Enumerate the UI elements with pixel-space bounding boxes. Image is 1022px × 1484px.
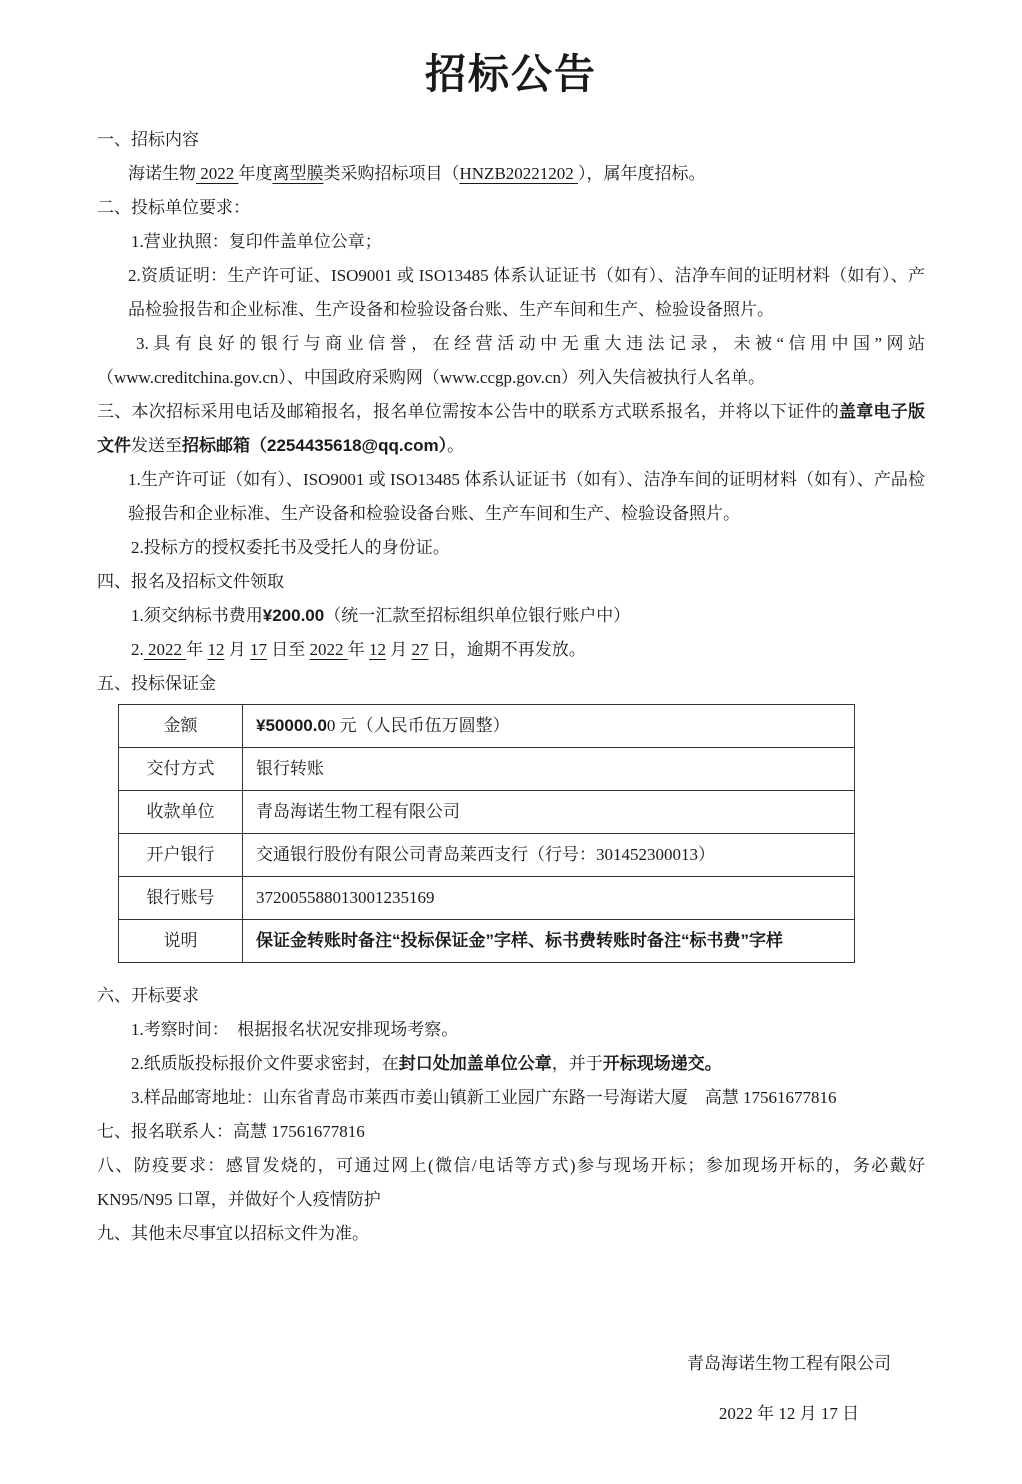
text-run: 2. (131, 640, 144, 660)
section-7-heading: 七、报名联系人：高慧 17561677816 (97, 1122, 365, 1142)
table-row-payment-method (119, 748, 855, 791)
text-run: 类采购招标项目（ (323, 164, 460, 184)
table-row-payee (119, 791, 855, 834)
fee-intro: 1.须交纳标书费用 (131, 606, 263, 626)
sample-address-item: 3.样品邮寄地址：山东省青岛市莱西市姜山镇新工业园广东路一号海诺大厦 高慧 17561677816 (131, 1088, 837, 1108)
certificate-item-1: 1.生产许可证（如有）、ISO9001 或 ISO13485 体系认证证书（如有）、洁净车间的证明材料（如有）、产品检验报告和企业标准、生产设备和检验设备台账、生产车间和生产、检验设备照片。 (128, 470, 925, 524)
text-run: 月 (386, 640, 412, 660)
table-value-cell: 交通银行股份有限公司青岛莱西支行（行号：301452300013） (243, 834, 855, 877)
stamped-efile-label: 盖章电子版文件 (97, 402, 926, 456)
table-row-account-number (119, 877, 855, 920)
section-6-heading: 六、开标要求 (97, 986, 199, 1006)
table-label-cell: 说明 (119, 920, 243, 963)
fee-note: （统一汇款至招标组织单位银行账户中） (324, 606, 631, 626)
sealing-item (128, 1047, 925, 1081)
start-month: 12 (207, 640, 225, 660)
text-run: 发送至 (131, 436, 182, 456)
section-3-paragraph (97, 395, 925, 463)
start-year: 2022 (143, 640, 187, 660)
product-category: 离型膜 (272, 164, 324, 184)
text-run: 日，逾期不再发放。 (428, 640, 586, 660)
tender-year: 2022 (196, 164, 239, 184)
table-label-cell: 银行账号 (119, 877, 243, 920)
document-title: 招标公告 (425, 51, 597, 97)
end-month: 12 (369, 640, 386, 660)
table-row-bank (119, 834, 855, 877)
onsite-submission-requirement: 开标现场递交。 (602, 1054, 722, 1074)
text-run: 年 (186, 640, 208, 660)
end-year: 2022 (309, 640, 348, 660)
footer-date: 2022 年 12 月 17 日 (718, 1404, 860, 1424)
seal-stamp-requirement: 封口处加盖单位公章 (398, 1054, 552, 1074)
tender-email: 招标邮箱（2254435618@qq.com） (182, 436, 448, 456)
date-item (128, 633, 925, 667)
text-run: 2.纸质版投标报价文件要求密封，在 (131, 1054, 399, 1074)
start-day: 17 (250, 640, 267, 660)
inspection-item: 1.考察时间： 根据报名状况安排现场考察。 (131, 1020, 459, 1040)
section-5-heading: 五、投标保证金 (97, 674, 216, 694)
table-label-cell: 交付方式 (119, 748, 243, 791)
text-run: 。 (447, 436, 465, 456)
bidder-name: 海诺生物 (128, 164, 196, 184)
registration-intro: 三、本次招标采用电话及邮箱报名，报名单位需按本公告中的联系方式联系报名，并将以下证件的 (97, 402, 839, 422)
table-label-cell: 金额 (119, 705, 243, 748)
text-run: 日至 (267, 640, 310, 660)
footer-company: 青岛海诺生物工程有限公司 (687, 1354, 891, 1374)
table-label-cell: 开户银行 (119, 834, 243, 877)
table-value-cell: 青岛海诺生物工程有限公司 (243, 791, 855, 834)
text-run: 0 元（人民币伍万圆整） (326, 716, 510, 736)
table-value-cell: 银行转账 (243, 748, 855, 791)
deposit-table (118, 704, 855, 963)
section-2-heading: 二、投标单位要求： (97, 198, 250, 218)
table-value-cell (243, 705, 855, 748)
section-1-heading: 一、招标内容 (97, 130, 199, 150)
table-value-cell: 372005588013001235169 (243, 877, 855, 920)
deposit-amount: ¥50000.0 (256, 716, 327, 736)
section-9-heading: 九、其他未尽事宜以招标文件为准。 (97, 1224, 369, 1244)
end-day: 27 (411, 640, 429, 660)
table-row-remark (119, 920, 855, 963)
fee-item (128, 599, 925, 633)
requirement-item-3: 3.具有良好的银行与商业信誉，在经营活动中无重大违法记录，未被“信用中国”网站（www.creditchina.gov.cn）、中国政府采购网（www.ccgp.gov.cn）列入失信被执行人名单。 (97, 334, 925, 388)
text-run: 月 (224, 640, 250, 660)
table-value-cell: 保证金转账时备注“投标保证金”字样、标书费转账时备注“标书费”字样 (243, 920, 855, 963)
project-number: HNZB20221202 (459, 164, 579, 184)
section-8-paragraph: 八、防疫要求：感冒发烧的，可通过网上(微信/电话等方式)参与现场开标；参加现场开标的，务必戴好 KN95/N95 口罩，并做好个人疫情防护 (97, 1156, 925, 1210)
document-footer (675, 1347, 903, 1431)
text-run: ，并于 (551, 1054, 603, 1074)
table-label-cell: 收款单位 (119, 791, 243, 834)
text-run: ），属年度招标。 (578, 164, 706, 184)
table-row-amount (119, 705, 855, 748)
tender-content-paragraph (128, 157, 925, 191)
section-4-heading: 四、报名及招标文件领取 (97, 572, 284, 592)
requirement-item-1: 1.营业执照：复印件盖单位公章； (131, 232, 382, 252)
text-run: 年度 (238, 164, 273, 184)
requirement-item-2: 2.资质证明：生产许可证、ISO9001 或 ISO13485 体系认证证书（如有）、洁净车间的证明材料（如有）、产品检验报告和企业标准、生产设备和检验设备台账、生产车间和生产、检验设备照片。 (128, 266, 925, 320)
text-run: 年 (347, 640, 369, 660)
fee-amount: ¥200.00 (262, 606, 325, 626)
certificate-item-2: 2.投标方的授权委托书及受托人的身份证。 (131, 538, 450, 558)
